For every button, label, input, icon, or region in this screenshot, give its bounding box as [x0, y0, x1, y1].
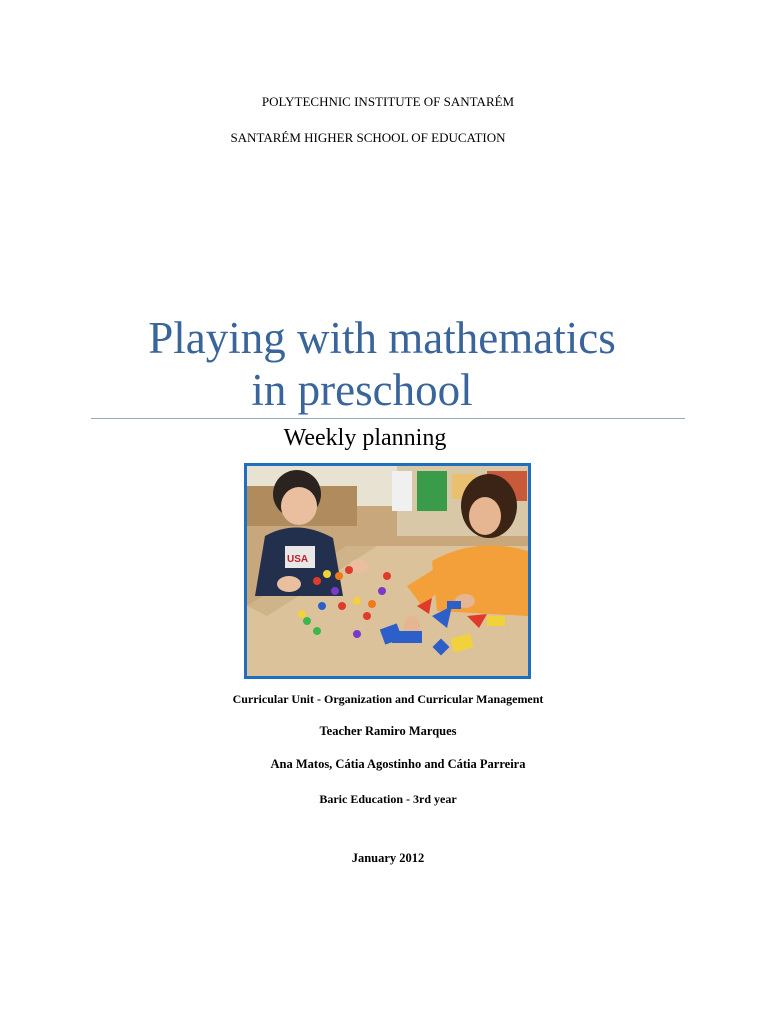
school-name: SANTARÉM HIGHER SCHOOL OF EDUCATION: [230, 130, 506, 145]
title-line-2: in preschool: [251, 365, 473, 415]
children-playing-with-shapes-illustration: [247, 466, 528, 676]
teacher-name: Teacher Ramiro Marques: [319, 724, 457, 738]
document-title: [0, 312, 764, 416]
course: Baric Education - 3rd year: [319, 792, 457, 806]
title-line-1: Playing with mathematics: [148, 313, 616, 363]
document-date: January 2012: [351, 851, 425, 865]
authors: Ana Matos, Cátia Agostinho and Cátia Parreira: [270, 757, 526, 771]
title-divider: [91, 418, 685, 419]
cover-photo: [244, 463, 531, 679]
institute-name: POLYTECHNIC INSTITUTE OF SANTARÉM: [261, 94, 515, 109]
document-subtitle: Weekly planning: [283, 425, 447, 451]
svg-text:USA: USA: [287, 554, 309, 565]
curricular-unit: Curricular Unit - Organization and Curricular Management: [232, 692, 544, 706]
